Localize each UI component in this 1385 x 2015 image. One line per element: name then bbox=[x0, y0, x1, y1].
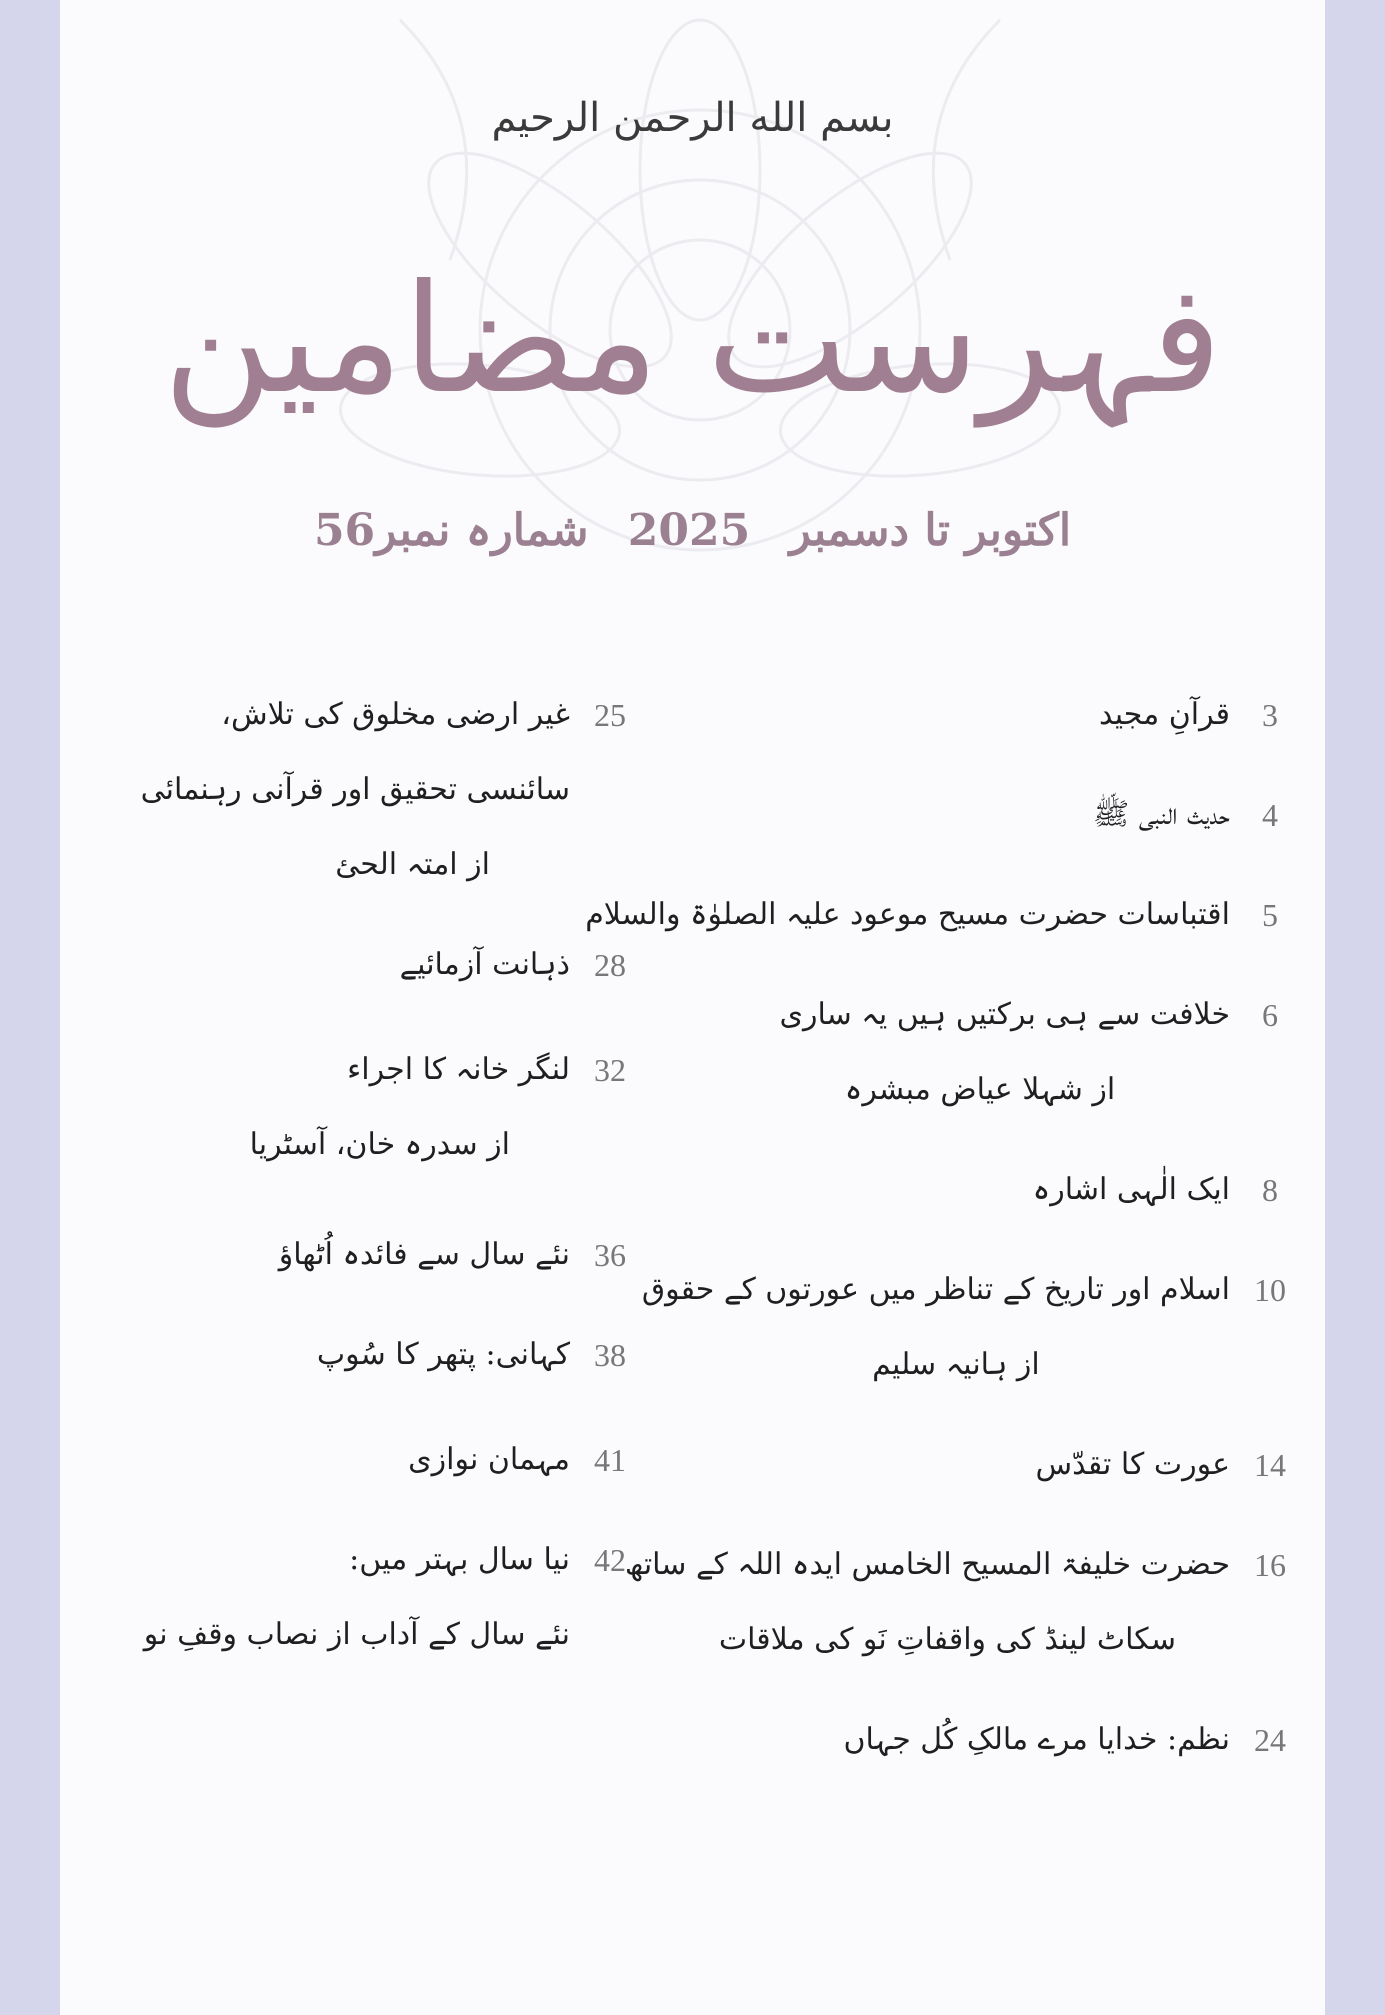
entry-author: از شہلا عیاض مبشرہ bbox=[844, 1072, 1116, 1107]
entry-author: سکاٹ لینڈ کی واقفاتِ نَو کی ملاقات bbox=[718, 1622, 1176, 1657]
entry-title: مہمان نوازی bbox=[408, 1442, 570, 1477]
toc-entry[interactable] bbox=[140, 1230, 650, 1280]
toc-entry[interactable] bbox=[690, 1165, 1310, 1215]
toc-entry[interactable] bbox=[585, 890, 1310, 940]
entry-title: کہانی: پتھر کا سُوپ bbox=[316, 1337, 570, 1372]
toc-entry[interactable] bbox=[690, 690, 1310, 740]
magazine-page bbox=[60, 0, 1325, 2015]
entry-title-line2: سائنسی تحقیق اور قرآنی رہنمائی bbox=[140, 772, 570, 807]
toc-entry[interactable] bbox=[140, 1045, 650, 1170]
toc-entry[interactable] bbox=[140, 1330, 650, 1380]
entry-author: از ہانیہ سلیم bbox=[872, 1347, 1040, 1382]
page-number: 25 bbox=[594, 697, 626, 733]
page-number: 3 bbox=[1262, 697, 1278, 733]
page-title: فہرست مضامین bbox=[163, 253, 1222, 427]
page-number: 32 bbox=[594, 1052, 626, 1088]
page-number: 4 bbox=[1262, 797, 1278, 833]
page-number: 38 bbox=[594, 1337, 626, 1373]
entry-title: حضرت خلیفۃ المسیح الخامس ایدہ اللہ کے ساتھ bbox=[624, 1547, 1230, 1582]
entry-title: نیا سال بہتر میں: bbox=[349, 1542, 570, 1577]
toc-entry[interactable] bbox=[641, 1265, 1310, 1390]
entry-title: خلافت سے ہی برکتیں ہیں یہ ساری bbox=[779, 997, 1230, 1032]
toc-entry[interactable] bbox=[690, 990, 1310, 1115]
entry-title: نظم: خدایا مرے مالکِ کُل جہاں bbox=[843, 1722, 1230, 1757]
entry-author: نئے سال کے آداب از نصاب وقفِ نو bbox=[143, 1617, 570, 1652]
page-number: 16 bbox=[1254, 1547, 1286, 1583]
bismillah: بسم الله الرحمن الرحيم bbox=[491, 95, 894, 141]
page-number: 24 bbox=[1254, 1722, 1286, 1758]
toc-entry[interactable] bbox=[140, 1535, 650, 1660]
toc-entry[interactable] bbox=[690, 1440, 1310, 1490]
issue-year: 2025 bbox=[627, 505, 751, 556]
issue-number: شمارہ نمبر56 bbox=[313, 505, 589, 556]
page-number: 8 bbox=[1262, 1172, 1278, 1208]
entry-title: غیر ارضی مخلوق کی تلاش، bbox=[221, 697, 570, 732]
entry-title: اقتباسات حضرت مسیح موعود علیہ الصلوٰۃ والسلام bbox=[585, 897, 1230, 932]
page-number: 42 bbox=[594, 1542, 626, 1578]
entry-title: اسلام اور تاریخ کے تناظر میں عورتوں کے حقوق bbox=[641, 1272, 1230, 1307]
toc-entry[interactable] bbox=[140, 940, 650, 990]
page-number: 10 bbox=[1254, 1272, 1286, 1308]
page-number: 36 bbox=[594, 1237, 626, 1273]
page-number: 28 bbox=[594, 947, 626, 983]
toc-entry[interactable] bbox=[624, 1540, 1310, 1665]
page-number: 6 bbox=[1262, 997, 1278, 1033]
entry-title: قرآنِ مجید bbox=[1098, 697, 1230, 732]
entry-title: عورت کا تقدّس bbox=[1035, 1447, 1230, 1482]
issue-months: اکتوبر تا دسمبر bbox=[789, 505, 1072, 556]
entry-author: از امتہ الحئ bbox=[335, 847, 490, 882]
entry-title: نئے سال سے فائدہ اُٹھاؤ bbox=[278, 1237, 570, 1272]
toc-entry[interactable] bbox=[140, 1435, 650, 1485]
toc-entry[interactable] bbox=[140, 690, 650, 890]
toc-entry[interactable] bbox=[690, 790, 1310, 840]
page-number: 41 bbox=[594, 1442, 626, 1478]
entry-title: لنگر خانہ کا اجراء bbox=[347, 1052, 570, 1087]
entry-title: ایک الٰہی اشارہ bbox=[1032, 1172, 1230, 1207]
issue-line bbox=[60, 505, 1325, 556]
toc-entry[interactable] bbox=[690, 1715, 1310, 1765]
entry-author: از سدرہ خان، آسٹریا bbox=[249, 1127, 510, 1162]
page-number: 14 bbox=[1254, 1447, 1286, 1483]
page-number: 5 bbox=[1262, 897, 1278, 933]
entry-title: حدیث النبی ﷺ bbox=[1092, 797, 1230, 832]
entry-title: ذہانت آزمائیے bbox=[399, 947, 570, 982]
